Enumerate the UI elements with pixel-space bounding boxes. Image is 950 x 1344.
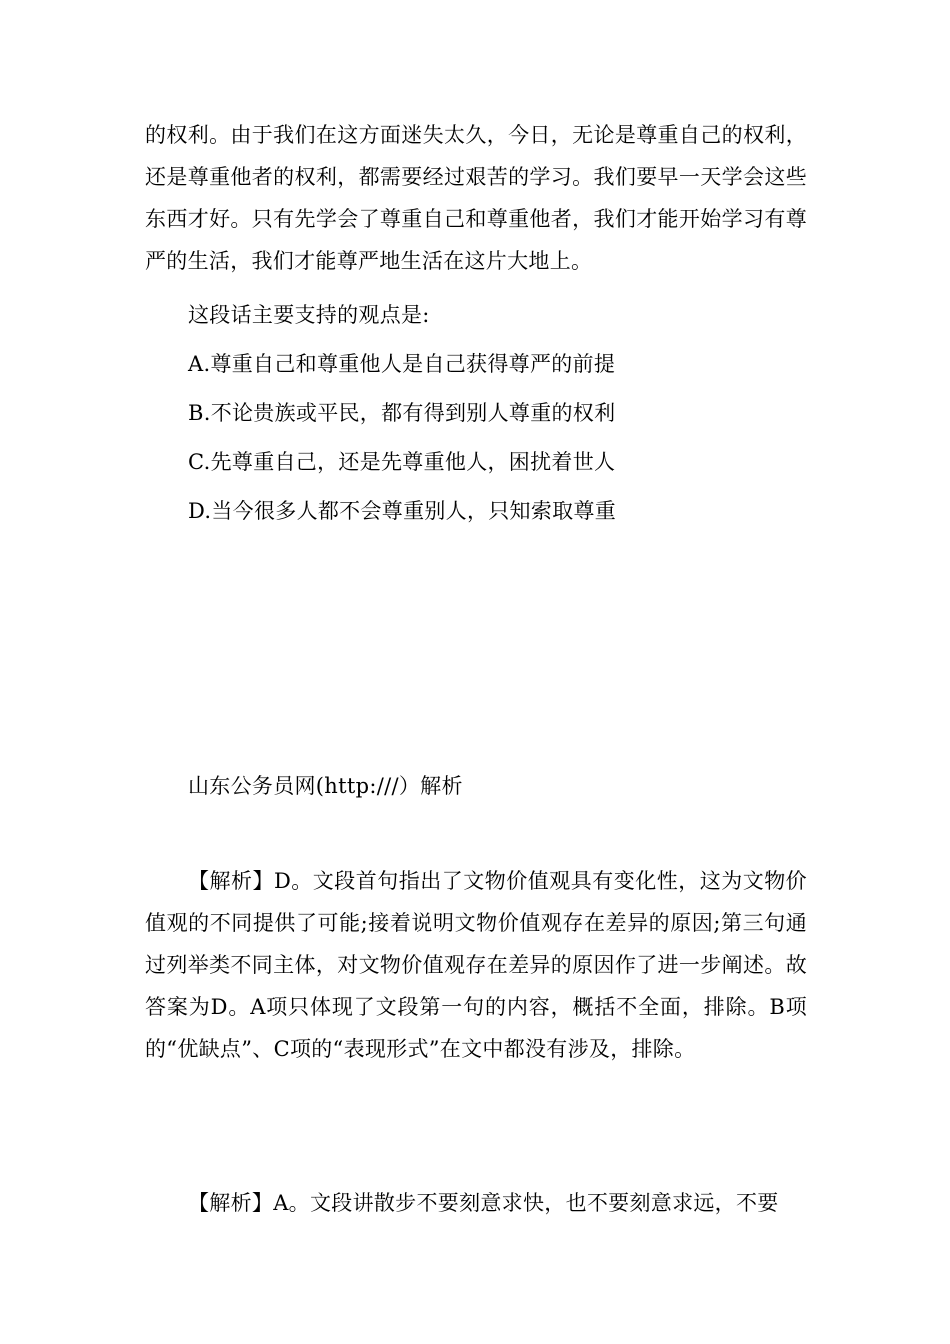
analysis-paragraph-1: 【解析】D。文段首句指出了文物价值观具有变化性，这为文物价值观的不同提供了可能;接着说明文物价值观存在差异的原因;第三句通过列举类不同主体，对文物价值观存在差异的原因作了进一步阐述。故答案为D。A项只体现了文段第一句的内容，概括不全面，排除。B项的“优缺点”、C项的“表现形式”在文中都没有涉及，排除。 xyxy=(145,869,807,1061)
option-a: A.尊重自己和尊重他人是自己获得尊严的前提 xyxy=(188,352,616,376)
passage-continuation: 的权利。由于我们在这方面迷失太久，今日，无论是尊重自己的权利，还是尊重他者的权利，都需要经过艰苦的学习。我们要早一天学会这些东西才好。只有先学会了尊重自己和尊重他者，我们才能开始学习有尊严的生活，我们才能尊严地生活在这片大地上。 xyxy=(145,123,807,273)
source-line: 山东公务员网(http:///）解析 xyxy=(188,774,463,798)
option-b: B.不论贵族或平民，都有得到别人尊重的权利 xyxy=(188,401,616,425)
option-d: D.当今很多人都不会尊重别人，只知索取尊重 xyxy=(188,499,617,523)
analysis-paragraph-2: 【解析】A。文段讲散步不要刻意求快，也不要刻意求远，不要 xyxy=(188,1191,779,1215)
question-prompt: 这段话主要支持的观点是: xyxy=(188,303,430,327)
option-c: C.先尊重自己，还是先尊重他人，困扰着世人 xyxy=(188,450,616,474)
